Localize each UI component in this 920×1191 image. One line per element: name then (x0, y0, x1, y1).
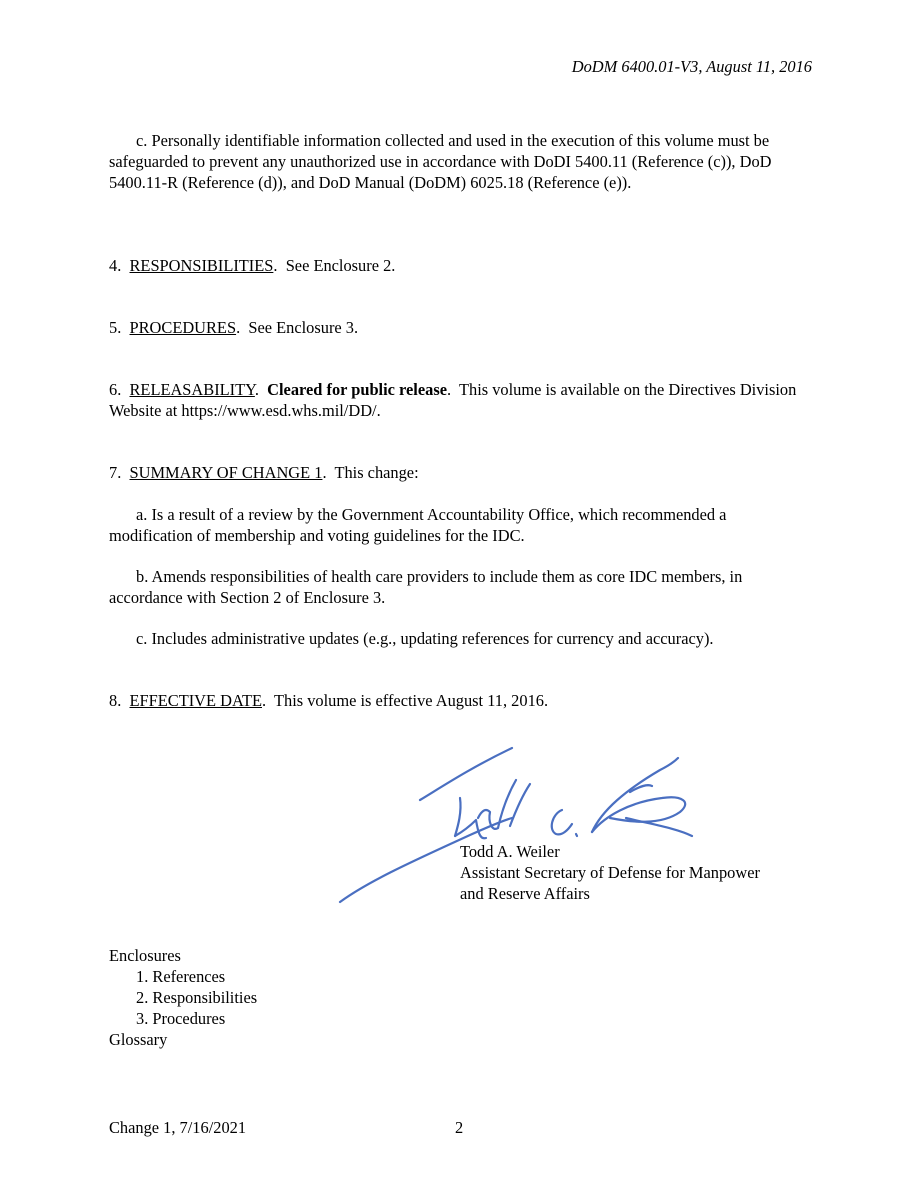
section-effective-date: 8. EFFECTIVE DATE. This volume is effective August 11, 2016. (109, 691, 549, 710)
page-number: 2 (455, 1118, 464, 1137)
section-text: This change: (334, 463, 419, 482)
section-number: 4. (109, 256, 122, 275)
section-text: This volume is available on the Directives Division Website at https://www.esd.whs.mil/DD/. (109, 380, 797, 420)
paragraph-privacy: c. Personally identifiable information collected and used in the execution of this volume must be safeguarded to prevent any unauthorized use in accordance with DoDI 5400.11 (Reference (c)), DoD 5400.11-R (Reference (d)), and DoD Manual (DoDM) 6025.18 (Reference (e)). (109, 131, 772, 192)
section-title: RESPONSIBILITIES (129, 256, 274, 275)
document-header: DoDM 6400.01-V3, August 11, 2016 (571, 57, 812, 76)
section-summary-of-change: 7. SUMMARY OF CHANGE 1. This change: (109, 463, 419, 482)
section-title: SUMMARY OF CHANGE 1 (129, 463, 323, 482)
section-number: 7. (109, 463, 122, 482)
section-procedures: 5. PROCEDURES. See Enclosure 3. (109, 318, 359, 337)
section-text: See Enclosure 2. (285, 256, 396, 275)
enclosure-item: 2. Responsibilities (136, 988, 258, 1007)
signer-title-continued: and Reserve Affairs (460, 884, 590, 903)
section-text: See Enclosure 3. (248, 318, 359, 337)
enclosures-list (109, 945, 814, 1050)
section-number: 8. (109, 691, 122, 710)
change-item-a: a. Is a result of a review by the Government Accountability Office, which recommended a modification of membership and voting guidelines for the IDC. (109, 505, 727, 545)
section-releasability: 6. RELEASABILITY. Cleared for public release. This volume is available on the Directives Division Website at https://www.esd.whs.mil/DD/. (109, 380, 797, 420)
footer-change-date: Change 1, 7/16/2021 (109, 1118, 247, 1137)
glossary-label: Glossary (109, 1030, 168, 1049)
release-statement: Cleared for public release (267, 380, 447, 399)
signature-block (460, 841, 820, 904)
change-item-c: c. Includes administrative updates (e.g., updating references for currency and accuracy). (136, 629, 714, 648)
section-text: This volume is effective August 11, 2016. (274, 691, 549, 710)
section-title: PROCEDURES (129, 318, 237, 337)
section-number: 5. (109, 318, 122, 337)
section-responsibilities: 4. RESPONSIBILITIES. See Enclosure 2. (109, 256, 396, 275)
section-number: 6. (109, 380, 122, 399)
enclosures-heading: Enclosures (109, 946, 181, 965)
signer-name: Todd A. Weiler (460, 842, 560, 861)
section-title: EFFECTIVE DATE (129, 691, 262, 710)
section-title: RELEASABILITY (129, 380, 255, 399)
enclosure-item: 3. Procedures (136, 1009, 226, 1028)
change-item-b: b. Amends responsibilities of health care providers to include them as core IDC members, in accordance with Section 2 of Enclosure 3. (109, 567, 743, 607)
enclosure-item: 1. References (136, 967, 226, 986)
signer-title: Assistant Secretary of Defense for Manpower (460, 863, 760, 882)
